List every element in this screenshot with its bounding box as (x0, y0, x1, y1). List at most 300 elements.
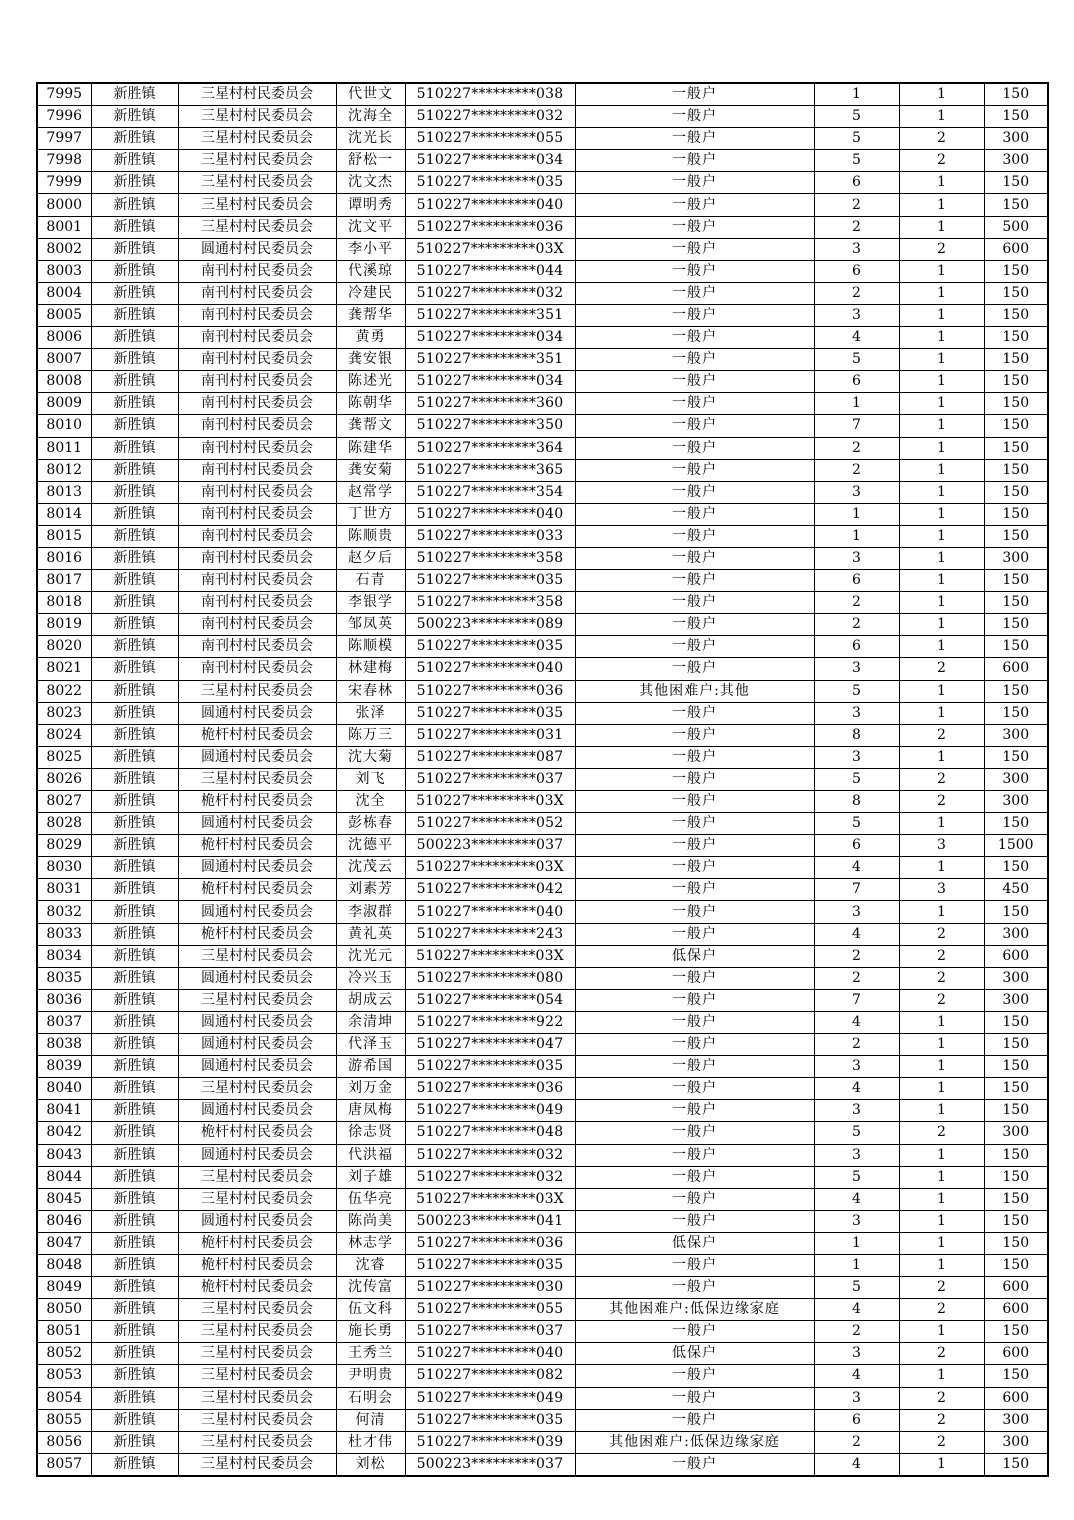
town-cell: 新胜镇 (91, 1431, 178, 1453)
id-number-cell: 510227*********033 (405, 525, 575, 547)
name-cell: 胡成云 (336, 989, 405, 1011)
amount-cell: 150 (984, 415, 1048, 437)
count-cell: 2 (899, 945, 984, 967)
id-number-cell: 500223*********089 (405, 614, 575, 636)
name-cell: 沈睿 (336, 1254, 405, 1276)
id-number-cell: 510227*********358 (405, 592, 575, 614)
amount-cell: 150 (984, 570, 1048, 592)
household-size-cell: 2 (814, 216, 899, 238)
town-cell: 新胜镇 (91, 1321, 178, 1343)
table-row (37, 967, 1048, 989)
town-cell: 新胜镇 (91, 768, 178, 790)
amount-cell: 150 (984, 1078, 1048, 1100)
household-size-cell: 1 (814, 525, 899, 547)
table-row (37, 945, 1048, 967)
village-committee-cell: 圆通村村民委员会 (178, 901, 336, 923)
id-number-cell: 510227*********034 (405, 150, 575, 172)
table-row (37, 1232, 1048, 1254)
village-committee-cell: 三星村村民委员会 (178, 1321, 336, 1343)
household-size-cell: 5 (814, 106, 899, 128)
town-cell: 新胜镇 (91, 1232, 178, 1254)
count-cell: 2 (899, 128, 984, 150)
village-committee-cell: 桅杆村村民委员会 (178, 835, 336, 857)
name-cell: 李淑群 (336, 901, 405, 923)
village-committee-cell: 圆通村村民委员会 (178, 702, 336, 724)
village-committee-cell: 南刊村村民委员会 (178, 614, 336, 636)
village-committee-cell: 三星村村民委员会 (178, 194, 336, 216)
household-type-cell: 一般户 (575, 393, 814, 415)
name-cell: 沈文平 (336, 216, 405, 238)
row-number: 8004 (37, 282, 91, 304)
row-number: 8013 (37, 481, 91, 503)
amount-cell: 300 (984, 791, 1048, 813)
village-committee-cell: 圆通村村民委员会 (178, 813, 336, 835)
town-cell: 新胜镇 (91, 83, 178, 106)
row-number: 8036 (37, 989, 91, 1011)
town-cell: 新胜镇 (91, 1056, 178, 1078)
id-number-cell: 510227*********049 (405, 1387, 575, 1409)
row-number: 8009 (37, 393, 91, 415)
town-cell: 新胜镇 (91, 658, 178, 680)
town-cell: 新胜镇 (91, 238, 178, 260)
name-cell: 沈光长 (336, 128, 405, 150)
amount-cell: 150 (984, 437, 1048, 459)
amount-cell: 600 (984, 1343, 1048, 1365)
amount-cell: 150 (984, 371, 1048, 393)
id-number-cell: 510227*********036 (405, 1232, 575, 1254)
town-cell: 新胜镇 (91, 835, 178, 857)
table-row (37, 835, 1048, 857)
id-number-cell: 510227*********036 (405, 680, 575, 702)
household-type-cell: 一般户 (575, 1387, 814, 1409)
amount-cell: 600 (984, 1277, 1048, 1299)
household-type-cell: 低保户 (575, 1343, 814, 1365)
amount-cell: 600 (984, 658, 1048, 680)
count-cell: 2 (899, 1277, 984, 1299)
household-size-cell: 6 (814, 172, 899, 194)
amount-cell: 150 (984, 857, 1048, 879)
table-row (37, 1144, 1048, 1166)
row-number: 8000 (37, 194, 91, 216)
amount-cell: 150 (984, 503, 1048, 525)
name-cell: 代世文 (336, 83, 405, 106)
household-size-cell: 4 (814, 1453, 899, 1476)
name-cell: 沈全 (336, 791, 405, 813)
table-row (37, 1210, 1048, 1232)
id-number-cell: 510227*********360 (405, 393, 575, 415)
table-body (37, 83, 1048, 1476)
id-number-cell: 510227*********034 (405, 327, 575, 349)
household-size-cell: 1 (814, 1254, 899, 1276)
id-number-cell: 500223*********037 (405, 835, 575, 857)
amount-cell: 150 (984, 304, 1048, 326)
row-number: 8055 (37, 1409, 91, 1431)
town-cell: 新胜镇 (91, 415, 178, 437)
count-cell: 1 (899, 813, 984, 835)
row-number: 8019 (37, 614, 91, 636)
village-committee-cell: 圆通村村民委员会 (178, 746, 336, 768)
name-cell: 代溪琼 (336, 260, 405, 282)
amount-cell: 150 (984, 260, 1048, 282)
row-number: 8031 (37, 879, 91, 901)
village-committee-cell: 南刊村村民委员会 (178, 547, 336, 569)
town-cell: 新胜镇 (91, 1100, 178, 1122)
document-page (36, 82, 1047, 1477)
household-type-cell: 一般户 (575, 967, 814, 989)
id-number-cell: 510227*********040 (405, 194, 575, 216)
count-cell: 1 (899, 106, 984, 128)
amount-cell: 150 (984, 1056, 1048, 1078)
table-row (37, 1321, 1048, 1343)
table-row (37, 1078, 1048, 1100)
table-row (37, 901, 1048, 923)
village-committee-cell: 桅杆村村民委员会 (178, 724, 336, 746)
name-cell: 游希国 (336, 1056, 405, 1078)
row-number: 8045 (37, 1188, 91, 1210)
table-row (37, 106, 1048, 128)
village-committee-cell: 圆通村村民委员会 (178, 238, 336, 260)
town-cell: 新胜镇 (91, 791, 178, 813)
name-cell: 沈海全 (336, 106, 405, 128)
household-size-cell: 4 (814, 1078, 899, 1100)
town-cell: 新胜镇 (91, 1210, 178, 1232)
household-size-cell: 5 (814, 128, 899, 150)
village-committee-cell: 三星村村民委员会 (178, 1431, 336, 1453)
household-type-cell: 一般户 (575, 658, 814, 680)
household-type-cell: 一般户 (575, 1078, 814, 1100)
name-cell: 林建梅 (336, 658, 405, 680)
count-cell: 1 (899, 415, 984, 437)
household-type-cell: 一般户 (575, 1166, 814, 1188)
row-number: 8047 (37, 1232, 91, 1254)
household-type-cell: 一般户 (575, 1056, 814, 1078)
household-size-cell: 5 (814, 768, 899, 790)
household-type-cell: 一般户 (575, 459, 814, 481)
id-number-cell: 510227*********364 (405, 437, 575, 459)
household-size-cell: 2 (814, 967, 899, 989)
name-cell: 邹凤英 (336, 614, 405, 636)
count-cell: 1 (899, 1188, 984, 1210)
count-cell: 1 (899, 216, 984, 238)
id-number-cell: 510227*********048 (405, 1122, 575, 1144)
household-type-cell: 一般户 (575, 327, 814, 349)
row-number: 8033 (37, 923, 91, 945)
name-cell: 石青 (336, 570, 405, 592)
id-number-cell: 510227*********030 (405, 1277, 575, 1299)
id-number-cell: 510227*********037 (405, 1321, 575, 1343)
household-type-cell: 一般户 (575, 371, 814, 393)
household-type-cell: 一般户 (575, 1453, 814, 1476)
row-number: 8028 (37, 813, 91, 835)
amount-cell: 300 (984, 1431, 1048, 1453)
village-committee-cell: 三星村村民委员会 (178, 83, 336, 106)
household-type-cell: 一般户 (575, 1188, 814, 1210)
table-row (37, 194, 1048, 216)
id-number-cell: 510227*********036 (405, 216, 575, 238)
count-cell: 2 (899, 989, 984, 1011)
household-size-cell: 4 (814, 857, 899, 879)
name-cell: 沈光元 (336, 945, 405, 967)
household-type-cell: 一般户 (575, 901, 814, 923)
id-number-cell: 510227*********039 (405, 1431, 575, 1453)
household-type-cell: 一般户 (575, 1034, 814, 1056)
household-type-cell: 一般户 (575, 194, 814, 216)
name-cell: 沈传富 (336, 1277, 405, 1299)
village-committee-cell: 南刊村村民委员会 (178, 327, 336, 349)
amount-cell: 150 (984, 592, 1048, 614)
name-cell: 尹明贵 (336, 1365, 405, 1387)
household-type-cell: 一般户 (575, 879, 814, 901)
count-cell: 1 (899, 194, 984, 216)
town-cell: 新胜镇 (91, 481, 178, 503)
town-cell: 新胜镇 (91, 724, 178, 746)
count-cell: 2 (899, 238, 984, 260)
id-number-cell: 510227*********243 (405, 923, 575, 945)
count-cell: 1 (899, 327, 984, 349)
row-number: 8001 (37, 216, 91, 238)
count-cell: 2 (899, 150, 984, 172)
count-cell: 1 (899, 636, 984, 658)
village-committee-cell: 三星村村民委员会 (178, 945, 336, 967)
row-number: 8030 (37, 857, 91, 879)
town-cell: 新胜镇 (91, 1343, 178, 1365)
count-cell: 1 (899, 547, 984, 569)
count-cell: 1 (899, 371, 984, 393)
household-size-cell: 3 (814, 1100, 899, 1122)
table-row (37, 1034, 1048, 1056)
count-cell: 1 (899, 1056, 984, 1078)
id-number-cell: 510227*********031 (405, 724, 575, 746)
household-size-cell: 4 (814, 923, 899, 945)
count-cell: 1 (899, 1365, 984, 1387)
table-row (37, 923, 1048, 945)
name-cell: 舒松一 (336, 150, 405, 172)
id-number-cell: 510227*********035 (405, 702, 575, 724)
amount-cell: 150 (984, 1144, 1048, 1166)
name-cell: 唐凤梅 (336, 1100, 405, 1122)
name-cell: 李银学 (336, 592, 405, 614)
household-type-cell: 一般户 (575, 702, 814, 724)
row-number: 8024 (37, 724, 91, 746)
household-size-cell: 5 (814, 150, 899, 172)
row-number: 8057 (37, 1453, 91, 1476)
row-number: 8032 (37, 901, 91, 923)
id-number-cell: 510227*********03X (405, 945, 575, 967)
table-row (37, 879, 1048, 901)
household-size-cell: 3 (814, 702, 899, 724)
household-type-cell: 一般户 (575, 216, 814, 238)
row-number: 8020 (37, 636, 91, 658)
household-size-cell: 4 (814, 1299, 899, 1321)
household-type-cell: 一般户 (575, 746, 814, 768)
name-cell: 石明会 (336, 1387, 405, 1409)
amount-cell: 300 (984, 1122, 1048, 1144)
household-size-cell: 1 (814, 1232, 899, 1254)
count-cell: 1 (899, 857, 984, 879)
household-size-cell: 2 (814, 194, 899, 216)
row-number: 8021 (37, 658, 91, 680)
household-size-cell: 5 (814, 1122, 899, 1144)
table-row (37, 1343, 1048, 1365)
id-number-cell: 510227*********03X (405, 238, 575, 260)
id-number-cell: 510227*********055 (405, 128, 575, 150)
town-cell: 新胜镇 (91, 1387, 178, 1409)
id-number-cell: 510227*********03X (405, 791, 575, 813)
name-cell: 陈万三 (336, 724, 405, 746)
table-row (37, 1254, 1048, 1276)
village-committee-cell: 南刊村村民委员会 (178, 658, 336, 680)
amount-cell: 300 (984, 768, 1048, 790)
town-cell: 新胜镇 (91, 967, 178, 989)
amount-cell: 150 (984, 106, 1048, 128)
town-cell: 新胜镇 (91, 1166, 178, 1188)
amount-cell: 450 (984, 879, 1048, 901)
household-size-cell: 3 (814, 1343, 899, 1365)
household-size-cell: 6 (814, 570, 899, 592)
row-number: 8012 (37, 459, 91, 481)
row-number: 8056 (37, 1431, 91, 1453)
count-cell: 1 (899, 1078, 984, 1100)
count-cell: 1 (899, 1254, 984, 1276)
table-row (37, 415, 1048, 437)
household-size-cell: 4 (814, 1188, 899, 1210)
name-cell: 陈顺贵 (336, 525, 405, 547)
name-cell: 林志学 (336, 1232, 405, 1254)
village-committee-cell: 南刊村村民委员会 (178, 393, 336, 415)
name-cell: 代泽玉 (336, 1034, 405, 1056)
town-cell: 新胜镇 (91, 304, 178, 326)
village-committee-cell: 三星村村民委员会 (178, 1387, 336, 1409)
id-number-cell: 510227*********042 (405, 879, 575, 901)
household-type-cell: 一般户 (575, 989, 814, 1011)
village-committee-cell: 南刊村村民委员会 (178, 415, 336, 437)
name-cell: 龚安菊 (336, 459, 405, 481)
count-cell: 1 (899, 481, 984, 503)
row-number: 8016 (37, 547, 91, 569)
name-cell: 刘万金 (336, 1078, 405, 1100)
id-number-cell: 510227*********035 (405, 1409, 575, 1431)
count-cell: 2 (899, 1409, 984, 1431)
name-cell: 丁世方 (336, 503, 405, 525)
row-number: 8038 (37, 1034, 91, 1056)
household-type-cell: 一般户 (575, 835, 814, 857)
amount-cell: 300 (984, 724, 1048, 746)
row-number: 8053 (37, 1365, 91, 1387)
town-cell: 新胜镇 (91, 525, 178, 547)
table-row (37, 371, 1048, 393)
town-cell: 新胜镇 (91, 879, 178, 901)
household-type-cell: 一般户 (575, 1210, 814, 1232)
household-size-cell: 7 (814, 879, 899, 901)
household-type-cell: 一般户 (575, 791, 814, 813)
count-cell: 2 (899, 768, 984, 790)
amount-cell: 500 (984, 216, 1048, 238)
count-cell: 1 (899, 746, 984, 768)
town-cell: 新胜镇 (91, 282, 178, 304)
table-row (37, 128, 1048, 150)
count-cell: 1 (899, 614, 984, 636)
row-number: 8015 (37, 525, 91, 547)
town-cell: 新胜镇 (91, 503, 178, 525)
town-cell: 新胜镇 (91, 901, 178, 923)
household-type-cell: 一般户 (575, 1409, 814, 1431)
row-number: 7996 (37, 106, 91, 128)
table-row (37, 570, 1048, 592)
count-cell: 2 (899, 967, 984, 989)
household-type-cell: 一般户 (575, 238, 814, 260)
row-number: 7995 (37, 83, 91, 106)
household-type-cell: 一般户 (575, 1277, 814, 1299)
household-size-cell: 3 (814, 1056, 899, 1078)
household-type-cell: 一般户 (575, 1321, 814, 1343)
household-size-cell: 7 (814, 415, 899, 437)
count-cell: 2 (899, 1122, 984, 1144)
village-committee-cell: 南刊村村民委员会 (178, 570, 336, 592)
row-number: 8003 (37, 260, 91, 282)
table-row (37, 1122, 1048, 1144)
name-cell: 何清 (336, 1409, 405, 1431)
amount-cell: 150 (984, 282, 1048, 304)
village-committee-cell: 圆通村村民委员会 (178, 1144, 336, 1166)
village-committee-cell: 圆通村村民委员会 (178, 1056, 336, 1078)
town-cell: 新胜镇 (91, 636, 178, 658)
name-cell: 彭栋春 (336, 813, 405, 835)
village-committee-cell: 桅杆村村民委员会 (178, 923, 336, 945)
household-size-cell: 2 (814, 437, 899, 459)
row-number: 8029 (37, 835, 91, 857)
amount-cell: 150 (984, 525, 1048, 547)
town-cell: 新胜镇 (91, 150, 178, 172)
household-type-cell: 一般户 (575, 106, 814, 128)
row-number: 8040 (37, 1078, 91, 1100)
household-type-cell: 一般户 (575, 349, 814, 371)
id-number-cell: 510227*********358 (405, 547, 575, 569)
amount-cell: 150 (984, 680, 1048, 702)
table-row (37, 724, 1048, 746)
id-number-cell: 510227*********922 (405, 1011, 575, 1033)
row-number: 8046 (37, 1210, 91, 1232)
town-cell: 新胜镇 (91, 1299, 178, 1321)
row-number: 8017 (37, 570, 91, 592)
household-type-cell: 一般户 (575, 172, 814, 194)
amount-cell: 150 (984, 327, 1048, 349)
village-committee-cell: 南刊村村民委员会 (178, 371, 336, 393)
table-row (37, 547, 1048, 569)
id-number-cell: 510227*********034 (405, 371, 575, 393)
row-number: 8002 (37, 238, 91, 260)
amount-cell: 600 (984, 945, 1048, 967)
household-type-cell: 其他困难户:低保边缘家庭 (575, 1299, 814, 1321)
table-row (37, 592, 1048, 614)
name-cell: 伍华亮 (336, 1188, 405, 1210)
household-type-cell: 一般户 (575, 282, 814, 304)
count-cell: 1 (899, 1166, 984, 1188)
household-type-cell: 一般户 (575, 592, 814, 614)
town-cell: 新胜镇 (91, 128, 178, 150)
village-committee-cell: 南刊村村民委员会 (178, 636, 336, 658)
amount-cell: 150 (984, 1321, 1048, 1343)
village-committee-cell: 桅杆村村民委员会 (178, 791, 336, 813)
row-number: 7998 (37, 150, 91, 172)
name-cell: 陈述光 (336, 371, 405, 393)
village-committee-cell: 圆通村村民委员会 (178, 857, 336, 879)
id-number-cell: 500223*********037 (405, 1453, 575, 1476)
name-cell: 陈尚美 (336, 1210, 405, 1232)
id-number-cell: 510227*********040 (405, 658, 575, 680)
row-number: 8018 (37, 592, 91, 614)
town-cell: 新胜镇 (91, 702, 178, 724)
village-committee-cell: 三星村村民委员会 (178, 768, 336, 790)
